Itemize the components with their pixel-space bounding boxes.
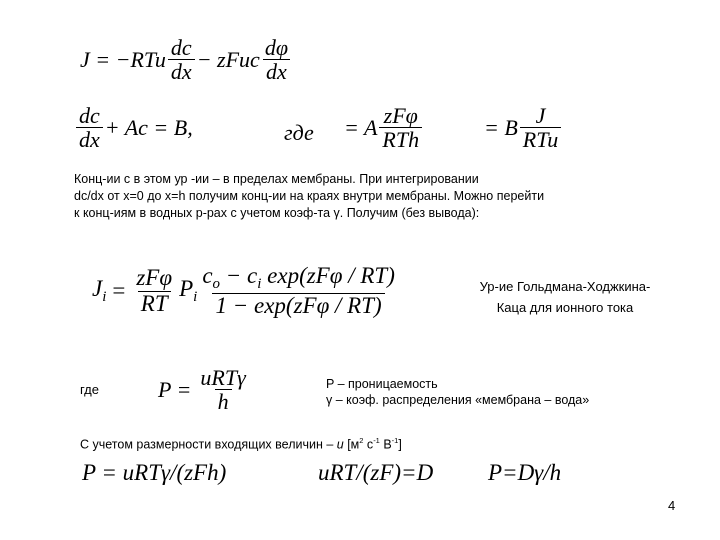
fraction-numerator (199, 264, 398, 293)
fraction-numerator: dc (79, 103, 100, 128)
units-line (80, 436, 402, 451)
units-volts: В (379, 437, 392, 452)
ghk-c: c (247, 263, 258, 288)
fraction-denominator: RTh (379, 127, 422, 151)
definitions (326, 376, 589, 408)
fraction-denominator: RTu (520, 127, 561, 151)
units-exponent: -1 (391, 436, 399, 445)
fraction-numerator: uRTγ (200, 365, 246, 390)
page-number: 4 (668, 498, 676, 513)
units-prefix: С учетом размерности входящих величин – (80, 437, 337, 452)
formula-b-fraction (520, 104, 561, 151)
units-open: [м (343, 437, 360, 452)
bottom-formula-p-d: P=Dγ/h (488, 460, 562, 485)
formula-a-definition (344, 104, 424, 151)
ghk-c-subscript: o (212, 276, 220, 293)
formula-differential-equation (74, 104, 193, 151)
fraction-denominator: h (215, 389, 232, 413)
ghk-equals: = (112, 278, 126, 304)
formula-a-fraction (379, 104, 422, 151)
paragraph-line: к конц-иям в водных р-рах с учетом коэф-та γ. Получим (без вывода): (74, 206, 480, 220)
ghk-j-symbol: J (92, 275, 103, 301)
units-close: ] (398, 437, 402, 452)
permeability-lhs: P = (158, 376, 192, 402)
ghk-minus: − (225, 263, 242, 288)
units-exponent: -1 (373, 436, 380, 445)
formula-permeability (158, 366, 251, 413)
formula-b-definition (484, 104, 563, 151)
ghk-p-subscript: i (193, 289, 198, 306)
bottom-formula-diffusion: uRT/(zF)=D (318, 460, 434, 485)
ghk-fraction-concentration (199, 264, 398, 318)
formula-ghk (92, 264, 400, 318)
ghk-permeability (179, 276, 197, 306)
formula-flux-middle: − zFuc (196, 46, 260, 72)
explanation-paragraph (74, 171, 544, 222)
units-seconds: с (363, 437, 374, 452)
ghk-j-subscript: i (102, 289, 107, 306)
fraction-denominator: RT (138, 291, 171, 316)
formula-flux-lhs: J = −RTu (80, 46, 166, 72)
fraction-denominator: 1 − exp(zFφ / RT) (212, 293, 384, 318)
paragraph-line: dc/dx от x=0 до x=h получим конц-ии на краях внутри мембраны. Можно перейти (74, 189, 545, 203)
formula-flux-fraction-dphi-dx (262, 36, 291, 83)
fraction-numerator: dφ (264, 35, 288, 60)
bottom-formula-permeability: P = uRTγ/(zFh) (82, 460, 227, 485)
formula-flux-fraction-dc-dx (168, 36, 195, 83)
ghk-caption (470, 276, 660, 318)
ghk-c: c (202, 263, 213, 288)
fraction-numerator: J (535, 103, 546, 128)
fraction-denominator: dx (168, 59, 195, 83)
ghk-p-symbol: P (179, 275, 194, 301)
ghk-caption-line: Каца для ионного тока (496, 300, 634, 315)
fraction-numerator: dc (170, 35, 192, 60)
ghk-exp: exp(zFφ / RT) (267, 263, 395, 288)
formula-a-eq: = A (344, 114, 378, 140)
units-exponent: 2 (359, 436, 364, 445)
fraction-numerator: zFφ (136, 265, 173, 291)
where-label: где (80, 382, 99, 397)
units-variable: u (336, 437, 344, 452)
ghk-c-subscript: i (257, 276, 262, 293)
fraction-denominator: dx (263, 59, 290, 83)
permeability-fraction (197, 366, 248, 413)
formula-b-eq: = B (484, 114, 518, 140)
definition-line: γ – коэф. распределения «мембрана – вода» (326, 393, 590, 407)
paragraph-line: Конц-ии с в этом ур -ии – в пределах мембраны. При интегрировании (74, 172, 479, 186)
fraction-denominator: dx (76, 127, 103, 151)
fraction-numerator: zFφ (383, 103, 418, 128)
formula-where-word: где (284, 120, 314, 145)
formula-de-rest: + Ac = B, (104, 114, 193, 140)
ghk-caption-line: Ур-ие Гольдмана-Ходжкина- (479, 279, 651, 294)
definition-line: P – проницаемость (326, 377, 438, 391)
formula-flux (80, 36, 293, 83)
formula-de-fraction (76, 104, 103, 151)
ghk-fraction-zfphi-rt (133, 266, 175, 315)
ghk-ji (92, 276, 106, 306)
